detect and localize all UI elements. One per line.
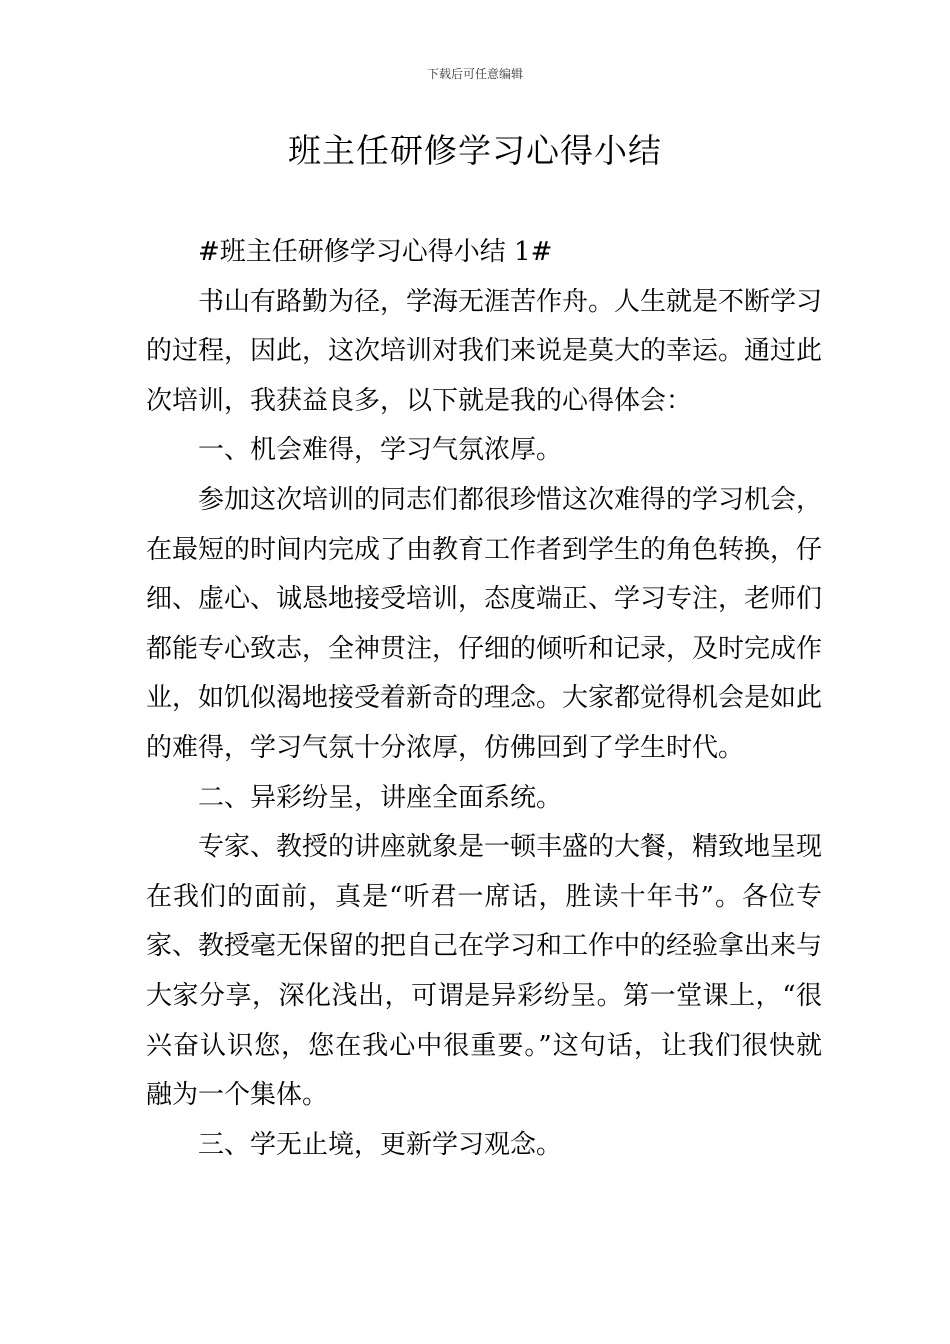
section-heading-paragraph: 一、机会难得，学习气氛浓厚。: [198, 435, 563, 466]
section-heading-paragraph: 三、学无止境，更新学习观念。: [198, 1129, 563, 1160]
section-heading-paragraph: #班主任研修学习心得小结 1#: [198, 237, 553, 267]
document-body: [146, 228, 822, 1170]
page-header-note: 下载后可任意编辑: [426, 67, 523, 81]
body-paragraph: 参加这次培训的同志们都很珍惜这次难得的学习机会，在最短的时间内完成了由教育工作者到学生的角色转换，仔细、虚心、诚恳地接受培训，态度端正、学习专注，老师们都能专心致志，全神贯注，仔细的倾听和记录，及时完成作业，如饥似渴地接受着新奇的理念。大家都觉得机会是如此的难得，学习气氛十分浓厚，仿佛回到了学生时代。: [146, 484, 823, 763]
body-paragraph: 专家、教授的讲座就象是一顿丰盛的大餐，精致地呈现在我们的面前，真是“听君一席话，胜读十年书”。各位专家、教授毫无保留的把自己在学习和工作中的经验拿出来与大家分享，深化浅出，可谓是异彩纷呈。第一堂课上，“很兴奋认识您，您在我心中很重要。”这句话，让我们很快就融为一个集体。: [146, 832, 823, 1111]
section-heading-paragraph: 二、异彩纷呈，讲座全面系统。: [198, 782, 563, 813]
body-paragraph: 书山有路勤为径，学海无涯苦作舟。人生就是不断学习的过程，因此，这次培训对我们来说是莫大的幸运。通过此次培训，我获益良多，以下就是我的心得体会：: [146, 286, 823, 416]
document-title: 班主任研修学习心得小结: [288, 131, 662, 170]
